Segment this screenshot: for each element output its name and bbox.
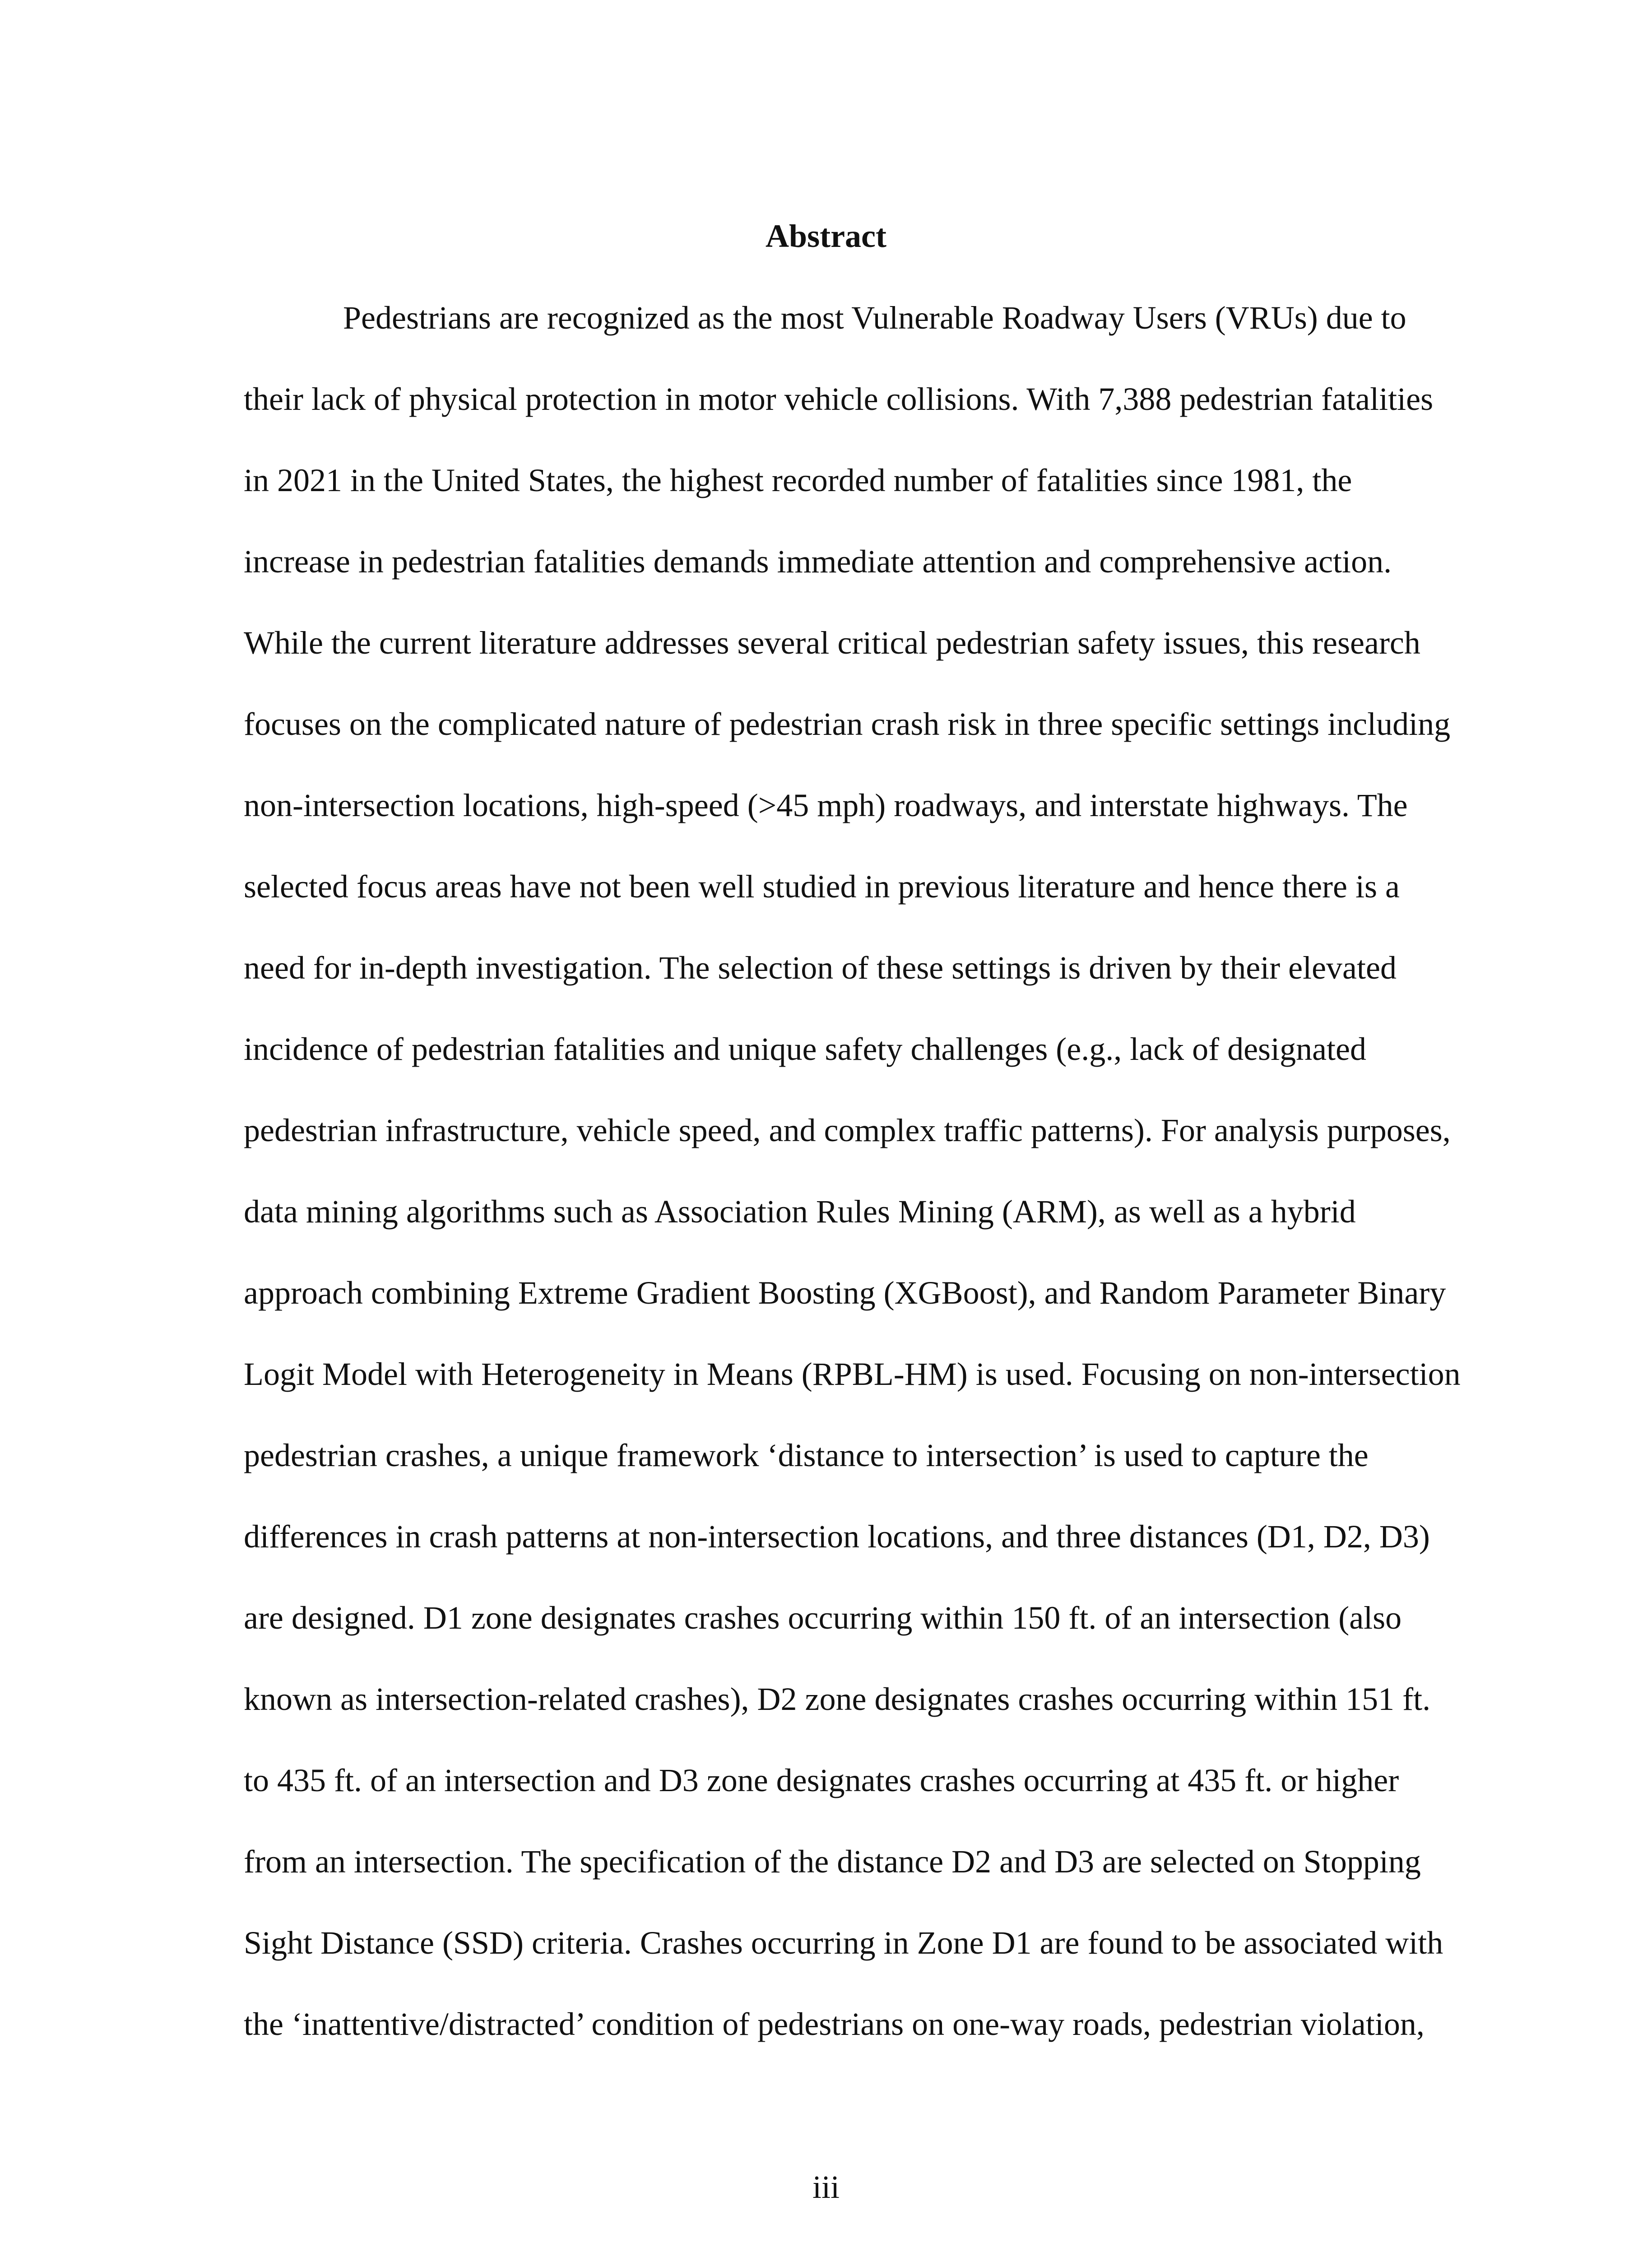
text-line: pedestrian infrastructure, vehicle speed, and complex traffic patterns). For analysis purposes, (244, 1112, 1451, 1148)
page-heading: Abstract (766, 218, 886, 254)
text-line: Sight Distance (SSD) criteria. Crashes occurring in Zone D1 are found to be associated with (244, 1925, 1443, 1961)
page-number: iii (812, 2169, 840, 2205)
text-line: selected focus areas have not been well studied in previous literature and hence there is a (244, 868, 1400, 905)
text-line: Pedestrians are recognized as the most Vulnerable Roadway Users (VRUs) due to (343, 300, 1406, 336)
text-line: increase in pedestrian fatalities demands immediate attention and comprehensive action. (244, 543, 1392, 580)
text-line: from an intersection. The specification of the distance D2 and D3 are selected on Stopping (244, 1844, 1421, 1880)
text-line: need for in-depth investigation. The selection of these settings is driven by their elevated (244, 950, 1397, 986)
text-line: approach combining Extreme Gradient Boosting (XGBoost), and Random Parameter Binary (244, 1275, 1446, 1311)
text-line: incidence of pedestrian fatalities and unique safety challenges (e.g., lack of designated (244, 1031, 1366, 1067)
text-line: Logit Model with Heterogeneity in Means (RPBL-HM) is used. Focusing on non-intersection (244, 1356, 1461, 1392)
text-line: focuses on the complicated nature of pedestrian crash risk in three specific settings including (244, 706, 1451, 742)
text-line: their lack of physical protection in motor vehicle collisions. With 7,388 pedestrian fatalities (244, 381, 1434, 417)
text-line: are designed. D1 zone designates crashes occurring within 150 ft. of an intersection (also (244, 1600, 1402, 1636)
text-line: non-intersection locations, high-speed (>45 mph) roadways, and interstate highways. The (244, 787, 1408, 823)
text-line: in 2021 in the United States, the highest recorded number of fatalities since 1981, the (244, 462, 1352, 498)
text-line: While the current literature addresses several critical pedestrian safety issues, this research (244, 625, 1420, 661)
text-line: the ‘inattentive/distracted’ condition of pedestrians on one-way roads, pedestrian violation, (244, 2006, 1425, 2042)
text-line: pedestrian crashes, a unique framework ‘distance to intersection’ is used to capture the (244, 1437, 1369, 1473)
text-line: to 435 ft. of an intersection and D3 zone designates crashes occurring at 435 ft. or higher (244, 1762, 1399, 1798)
abstract-body (244, 277, 1462, 2065)
text-line: data mining algorithms such as Association Rules Mining (ARM), as well as a hybrid (244, 1194, 1356, 1230)
text-line: differences in crash patterns at non-intersection locations, and three distances (D1, D2, D3) (244, 1519, 1430, 1555)
text-line: known as intersection-related crashes), D2 zone designates crashes occurring within 151 ft. (244, 1681, 1431, 1717)
